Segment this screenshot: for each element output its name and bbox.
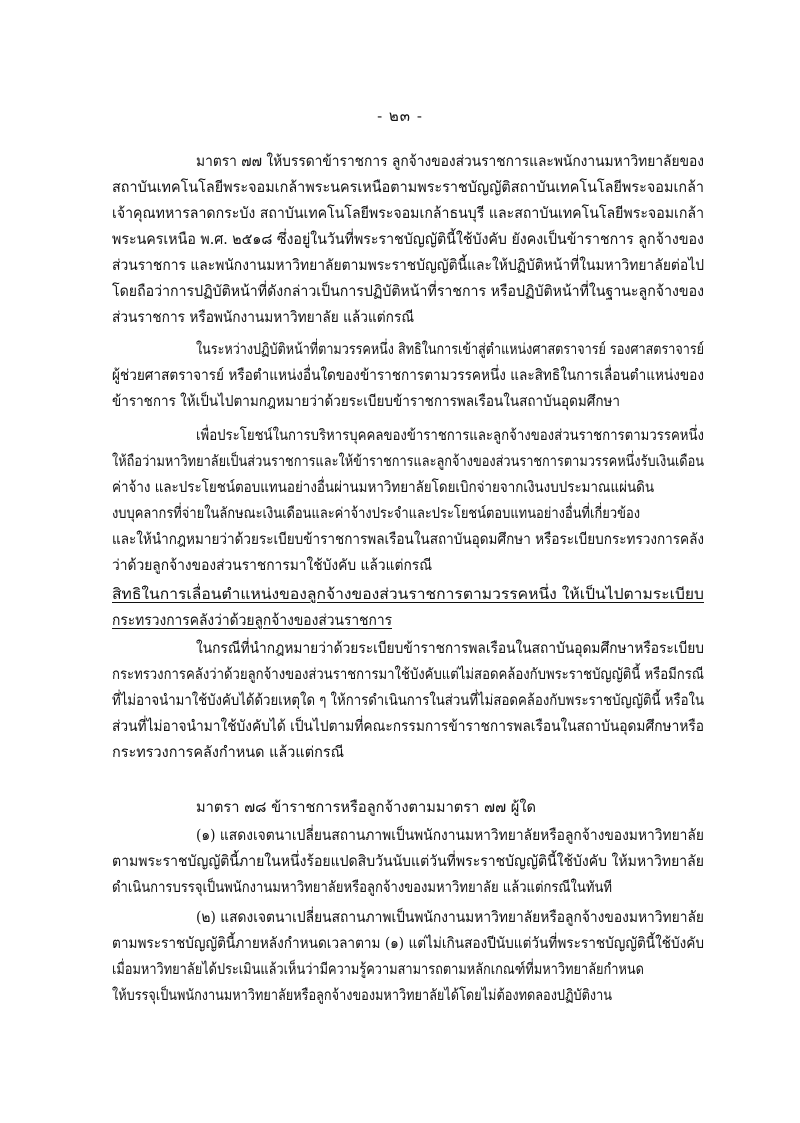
text-line: (๑) แสดงเจตนาเปลี่ยนสถานภาพเป็นพนักงานมหาวิทยาลัยหรือลูกจ้างของมหาวิทยาลัย <box>196 826 704 844</box>
text-line: กระทรวงการคลังกำหนด แล้วแต่กรณี <box>112 743 344 761</box>
text-line: โดยถือว่าการปฏิบัติหน้าที่ดังกล่าวเป็นการปฏิบัติหน้าที่ราชการ หรือปฏิบัติหน้าที่ในฐานะลูกจ้างของ <box>112 282 705 300</box>
text-line: ดำเนินการบรรจุเป็นพนักงานมหาวิทยาลัยหรือลูกจ้างของมหาวิทยาลัย แล้วแต่กรณีในทันที <box>112 878 613 896</box>
text-line: ผู้ช่วยศาสตราจารย์ หรือตำแหน่งอื่นใดของข้าราชการตามวรรคหนึ่ง และสิทธิในการเลื่อนตำแหน่งของ <box>112 366 704 384</box>
text-line: มาตรา ๗๘ ข้าราชการหรือลูกจ้างตามมาตรา ๗๗ ผู้ใด <box>196 798 537 816</box>
text-line: ส่วนที่ไม่อาจนำมาใช้บังคับได้ เป็นไปตามที่คณะกรรมการข้าราชการพลเรือนในสถาบันอุดมศึกษาหรือ <box>112 717 705 735</box>
text-line: ที่ไม่อาจนำมาใช้บังคับได้ด้วยเหตุใด ๆ ให้การดำเนินการในส่วนที่ไม่สอดคล้องกับพระราชบัญญัตินี้ หรือใน <box>112 691 705 709</box>
text-line: ค่าจ้าง และประโยชน์ตอบแทนอย่างอื่นผ่านมหาวิทยาลัยโดยเบิกจ่ายจากเงินงบประมาณแผ่นดิน <box>112 478 654 496</box>
text-line: ส่วนราชการ หรือพนักงานมหาวิทยาลัย แล้วแต่กรณี <box>112 308 415 326</box>
text-line: ตามพระราชบัญญัตินี้ภายหลังกำหนดเวลาตาม (๑) แต่ไม่เกินสองปีนับแต่วันที่พระราชบัญญัตินี้ใช้บังคับ <box>112 934 705 952</box>
text-line: และให้นำกฎหมายว่าด้วยระเบียบข้าราชการพลเรือนในสถาบันอุดมศึกษา หรือระเบียบกระทรวงการคลัง <box>112 530 705 548</box>
text-line: กระทรวงการคลังว่าด้วยลูกจ้างของส่วนราชการมาใช้บังคับแต่ไม่สอดคล้องกับพระราชบัญญัตินี้ หรือมีกรณี <box>112 665 704 683</box>
text-line: ตามพระราชบัญญัตินี้ภายในหนึ่งร้อยแปดสิบวันนับแต่วันที่พระราชบัญญัตินี้ใช้บังคับ ให้มหาวิทยาลัย <box>112 852 705 870</box>
text-line: ข้าราชการ ให้เป็นไปตามกฎหมายว่าด้วยระเบียบข้าราชการพลเรือนในสถาบันอุดมศึกษา <box>112 392 621 410</box>
text-line: สิทธิในการเลื่อนตำแหน่งของลูกจ้างของส่วนราชการตามวรรคหนึ่ง ให้เป็นไปตามระเบียบ <box>112 585 704 603</box>
text-line: ส่วนราชการ และพนักงานมหาวิทยาลัยตามพระราชบัญญัตินี้และให้ปฏิบัติหน้าที่ในมหาวิทยาลัยต่อไป <box>112 256 705 274</box>
text-line: (๒) แสดงเจตนาเปลี่ยนสถานภาพเป็นพนักงานมหาวิทยาลัยหรือลูกจ้างของมหาวิทยาลัย <box>196 908 704 926</box>
text-line: ในกรณีที่นำกฎหมายว่าด้วยระเบียบข้าราชการพลเรือนในสถาบันอุดมศึกษาหรือระเบียบ <box>196 639 705 657</box>
text-line: สถาบันเทคโนโลยีพระจอมเกล้าพระนครเหนือตามพระราชบัญญัติสถาบันเทคโนโลยีพระจอมเกล้า <box>112 178 704 196</box>
text-line: ว่าด้วยลูกจ้างของส่วนราชการมาใช้บังคับ แล้วแต่กรณี <box>112 556 433 574</box>
page-number: - ๒๓ - <box>377 107 423 125</box>
text-line: เมื่อมหาวิทยาลัยได้ประเมินแล้วเห็นว่ามีความรู้ความสามารถตามหลักเกณฑ์ที่มหาวิทยาลัยกำหนด <box>112 960 644 978</box>
text-line: มาตรา ๗๗ ให้บรรดาข้าราชการ ลูกจ้างของส่วนราชการและพนักงานมหาวิทยาลัยของ <box>196 152 704 170</box>
text-line: เจ้าคุณทหารลาดกระบัง สถาบันเทคโนโลยีพระจอมเกล้าธนบุรี และสถาบันเทคโนโลยีพระจอมเกล้า <box>112 204 705 222</box>
text-line: ในระหว่างปฏิบัติหน้าที่ตามวรรคหนึ่ง สิทธิในการเข้าสู่ตำแหน่งศาสตราจารย์ รองศาสตราจารย์ <box>196 340 705 358</box>
text-line: พระนครเหนือ พ.ศ. ๒๕๑๘ ซึ่งอยู่ในวันที่พระราชบัญญัตินี้ใช้บังคับ ยังคงเป็นข้าราชการ ลูกจ้างของ <box>112 230 704 248</box>
text-line: ให้ถือว่ามหาวิทยาลัยเป็นส่วนราชการและให้ข้าราชการและลูกจ้างของส่วนราชการตามวรรคหนึ่งรับเงินเดือน <box>112 452 705 470</box>
text-line: ให้บรรจุเป็นพนักงานมหาวิทยาลัยหรือลูกจ้างของมหาวิทยาลัยได้โดยไม่ต้องทดลองปฏิบัติงาน <box>112 986 612 1004</box>
text-line: เพื่อประโยชน์ในการบริหารบุคคลของข้าราชการและลูกจ้างของส่วนราชการตามวรรคหนึ่ง <box>196 426 705 444</box>
text-line: กระทรวงการคลังว่าด้วยลูกจ้างของส่วนราชการ <box>112 611 393 629</box>
text-line: งบบุคลากรที่จ่ายในลักษณะเงินเดือนและค่าจ้างประจำและประโยชน์ตอบแทนอย่างอื่นที่เกี่ยวข้อง <box>112 504 641 522</box>
